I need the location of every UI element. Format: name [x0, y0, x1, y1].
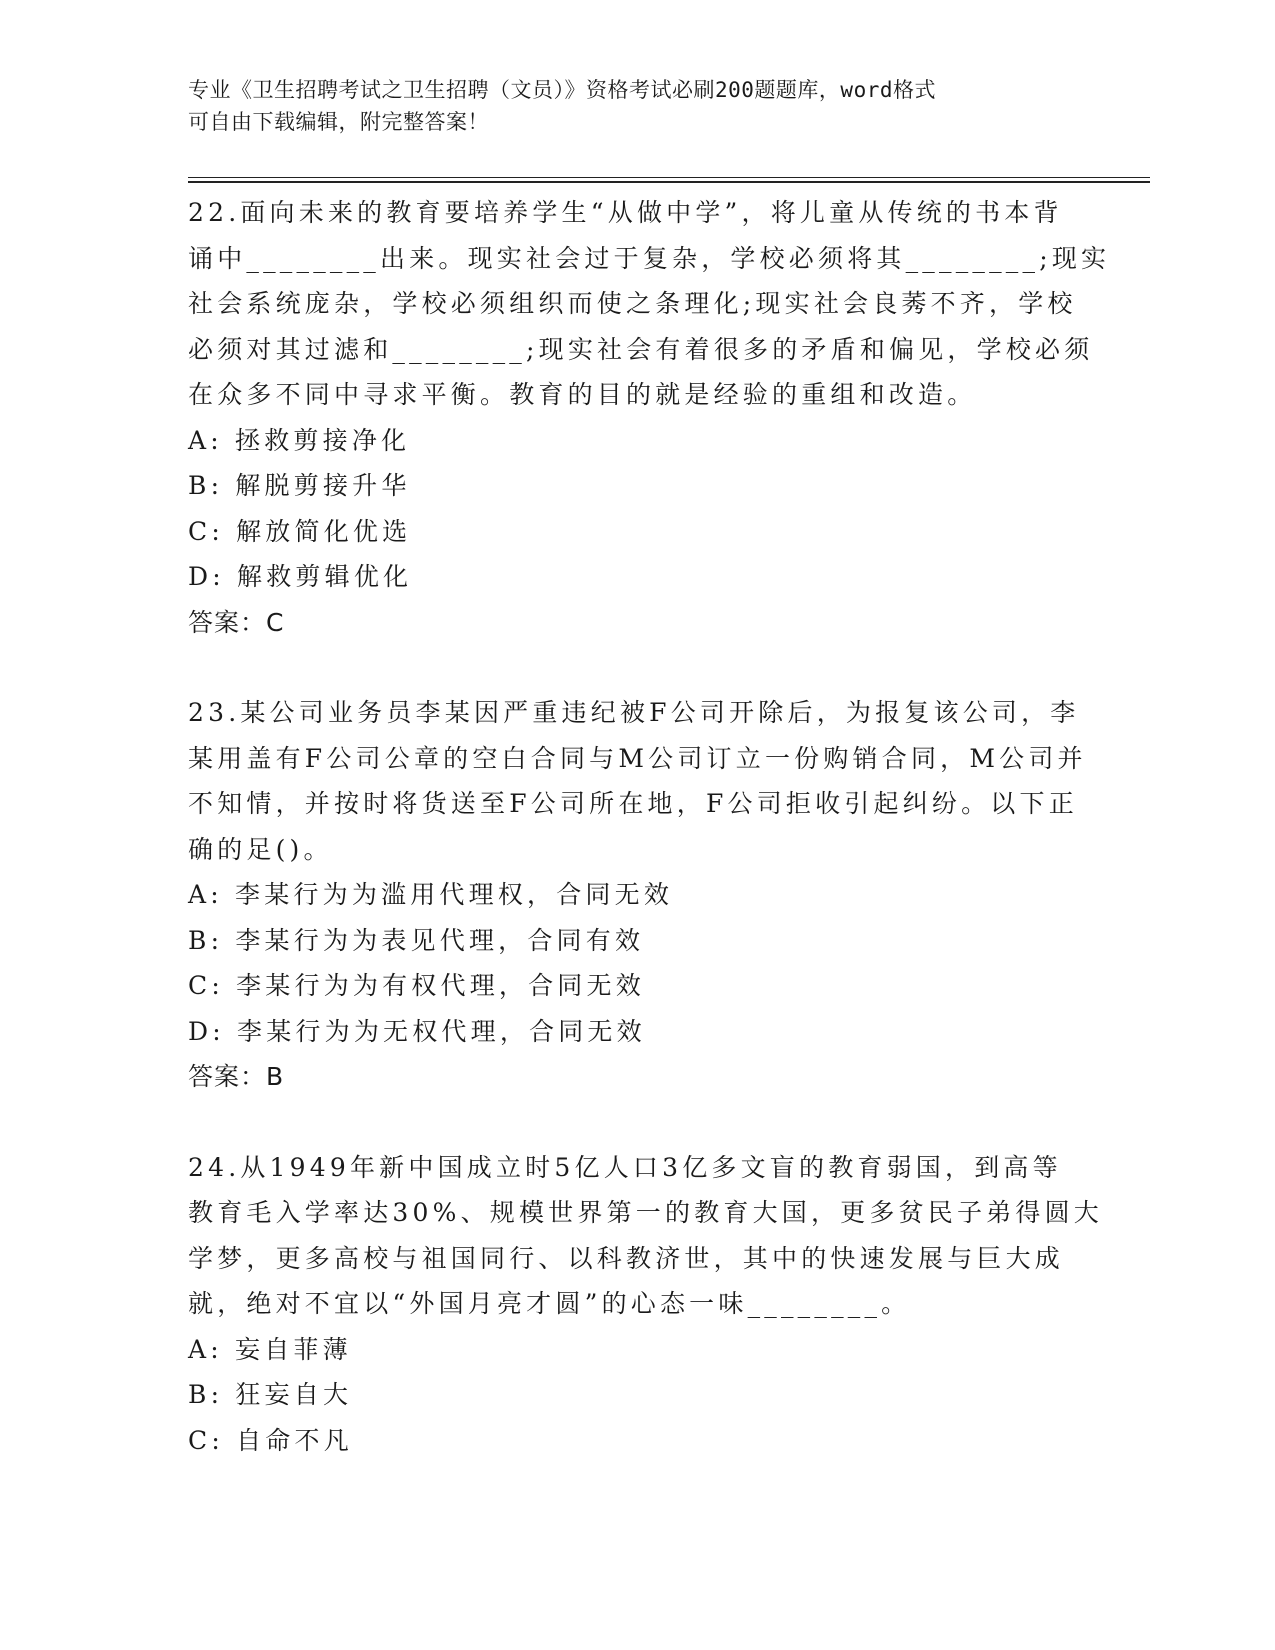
question-text-line: 学梦，更多高校与祖国同行、以科教济世，其中的快速发展与巨大成	[188, 1243, 1065, 1273]
question-spacer	[188, 1100, 1088, 1145]
question-text-line: 教育毛入学率达30%、规模世界第一的教育大国，更多贫民子弟得圆大	[188, 1198, 1103, 1227]
option-a: A: 妄自菲薄	[188, 1334, 352, 1364]
header-line-1: 专业《卫生招聘考试之卫生招聘（文员）》资格考试必刷200题题库，word格式	[188, 78, 936, 102]
question-text-line: 不知情，并按时将货送至F公司所在地，F公司拒收引起纠纷。以下正	[188, 789, 1078, 818]
question-spacer	[188, 645, 1088, 690]
option-d: D: 李某行为为无权代理，合同无效	[188, 1016, 646, 1046]
option-c: C: 李某行为为有权代理，合同无效	[188, 971, 645, 1000]
option-b: B: 李某行为为表见代理，合同有效	[188, 925, 645, 955]
header-divider-thin	[188, 177, 1150, 178]
option-a: A: 李某行为为滥用代理权，合同无效	[188, 880, 674, 909]
option-b: B: 解脱剪接升华	[188, 471, 411, 500]
question-24	[188, 1145, 1103, 1464]
question-22	[188, 190, 1111, 645]
option-b: B: 狂妄自大	[188, 1380, 353, 1409]
question-text-line: 诵中________出来。现实社会过于复杂，学校必须将其________;现实	[188, 243, 1111, 273]
question-text-line: 在众多不同中寻求平衡。教育的目的就是经验的重组和改造。	[188, 380, 977, 409]
option-c: C: 自命不凡	[188, 1425, 353, 1455]
question-text-line: 社会系统庞杂，学校必须组织而使之条理化;现实社会良莠不齐，学校	[188, 289, 1077, 318]
document-header	[188, 74, 1088, 138]
question-text-line: 必须对其过滤和________;现实社会有着很多的矛盾和偏见，学校必须	[188, 334, 1094, 364]
question-text-line: 24.从1949年新中国成立时5亿人口3亿多文盲的教育弱国，到高等	[188, 1152, 1062, 1182]
question-list	[188, 190, 1111, 1463]
header-line-2: 可自由下载编辑，附完整答案！	[188, 110, 489, 134]
answer-label: 答案：C	[188, 607, 285, 637]
question-text-line: 某用盖有F公司公章的空白合同与M公司订立一份购销合同，M公司并	[188, 743, 1087, 773]
option-d: D: 解救剪辑优化	[188, 562, 413, 591]
option-c: C: 解放简化优选	[188, 516, 412, 546]
question-23	[188, 690, 1088, 1100]
question-text-line: 23.某公司业务员李某因严重违纪被F公司开除后，为报复该公司，李	[188, 698, 1080, 727]
answer-label: 答案：B	[188, 1062, 285, 1091]
question-text-line: 确的足()。	[188, 834, 333, 864]
header-divider-thick	[188, 181, 1150, 183]
question-text-line: 22.面向未来的教育要培养学生“从做中学”，将儿童从传统的书本背	[188, 198, 1063, 227]
option-a: A: 拯救剪接净化	[188, 425, 411, 455]
question-text-line: 就，绝对不宜以“外国月亮才圆”的心态一味________。	[188, 1289, 911, 1318]
